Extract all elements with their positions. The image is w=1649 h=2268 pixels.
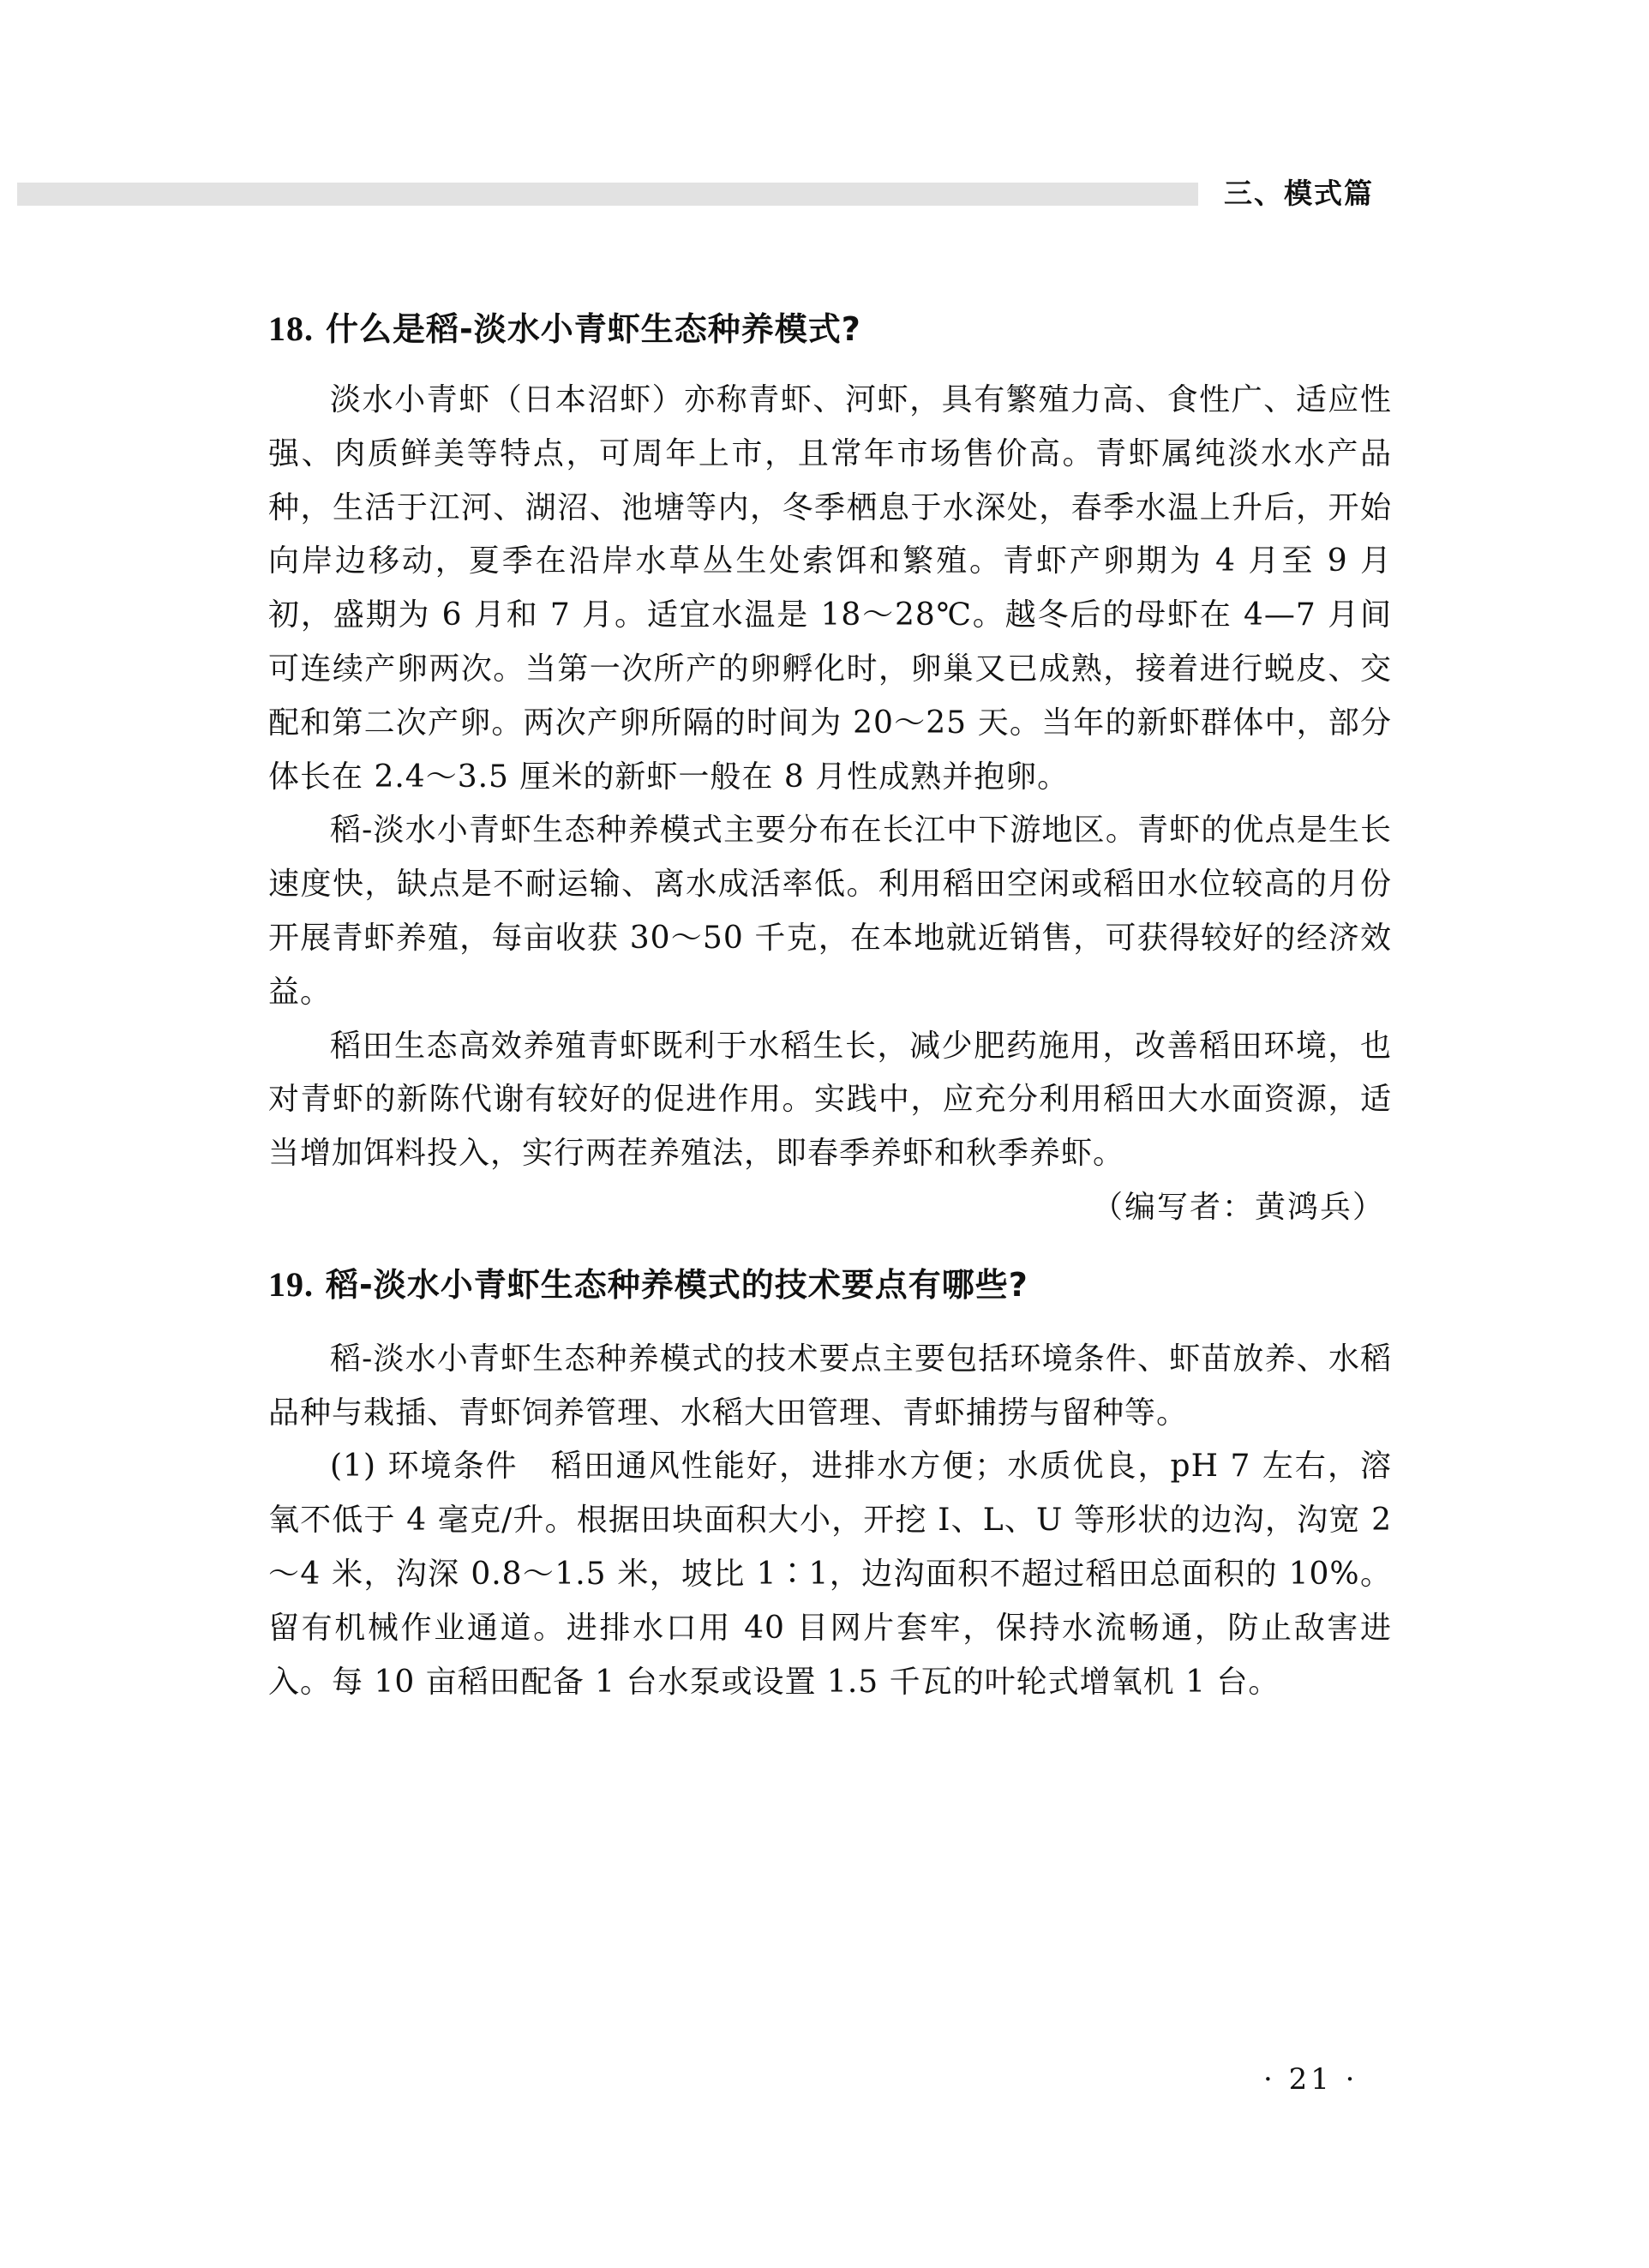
- q18-paragraph-3: 稻田生态高效养殖青虾既利于水稻生长，减少肥药施用，改善稻田环境，也对青虾的新陈代谢有较好的促进作用。实践中，应充分利用稻田大水面资源，适当增加饵料投入，实行两茬养殖法，即春季养虾和秋季养虾。: [268, 1028, 1392, 1172]
- question-19-body: [268, 1333, 1392, 1710]
- page-number: · 21 ·: [1263, 2062, 1358, 2097]
- q18-paragraph-2: 稻-淡水小青虾生态种养模式主要分布在长江中下游地区。青虾的优点是生长速度快，缺点是不耐运输、离水成活率低。利用稻田空闲或稻田水位较高的月份开展青虾养殖，每亩收获 30～50 千克，在本地就近销售，可获得较好的经济效益。: [268, 813, 1392, 1010]
- question-18-text: 什么是稻-淡水小青虾生态种养模式?: [326, 310, 861, 348]
- question-18-number: 18.: [268, 309, 314, 348]
- q19-paragraph-2: (1) 环境条件 稻田通风性能好，进排水方便；水质优良，pH 7 左右，溶氧不低于 4 毫克/升。根据田块面积大小，开挖 I、L、U 等形状的边沟，沟宽 2～4 米，沟深 0.8～1.5 米，坡比 1∶1，边沟面积不超过稻田总面积的 10%。留有机械作业通道。进排水口用 40 目网片套牢，保持水流畅通，防止敌害进入。每 10 亩稻田配备 1 台水泵或设置 1.5 千瓦的叶轮式增氧机 1 台。: [268, 1449, 1392, 1700]
- question-18-title: [268, 291, 1392, 367]
- running-header-section: 三、模式篇: [1224, 177, 1374, 210]
- q19-paragraph-1: 稻-淡水小青虾生态种养模式的技术要点主要包括环境条件、虾苗放养、水稻品种与栽插、青虾饲养管理、水稻大田管理、青虾捕捞与留种等。: [268, 1341, 1392, 1431]
- header-rule: [17, 183, 1198, 206]
- page-content: [268, 291, 1392, 1709]
- question-19-number: 19.: [268, 1264, 314, 1304]
- q18-author: （编写者：黄鸿兵）: [1091, 1189, 1385, 1225]
- question-19-text: 稻-淡水小青虾生态种养模式的技术要点有哪些?: [326, 1265, 1028, 1304]
- q18-paragraph-1: 淡水小青虾（日本沼虾）亦称青虾、河虾，具有繁殖力高、食性广、适应性强、肉质鲜美等特点，可周年上市，且常年市场售价高。青虾属纯淡水水产品种，生活于江河、湖沼、池塘等内，冬季栖息于水深处，春季水温上升后，开始向岸边移动，夏季在沿岸水草丛生处索饵和繁殖。青虾产卵期为 4 月至 9 月初，盛期为 6 月和 7 月。适宜水温是 18～28℃。越冬后的母虾在 4—7 月间可连续产卵两次。当第一次所产的卵孵化时，卵巢又已成熟，接着进行蜕皮、交配和第二次产卵。两次产卵所隔的时间为 20～25 天。当年的新虾群体中，部分体长在 2.4～3.5 厘米的新虾一般在 8 月性成熟并抱卵。: [268, 382, 1392, 795]
- question-19-title: [268, 1247, 1392, 1323]
- question-18-body: [268, 374, 1392, 1235]
